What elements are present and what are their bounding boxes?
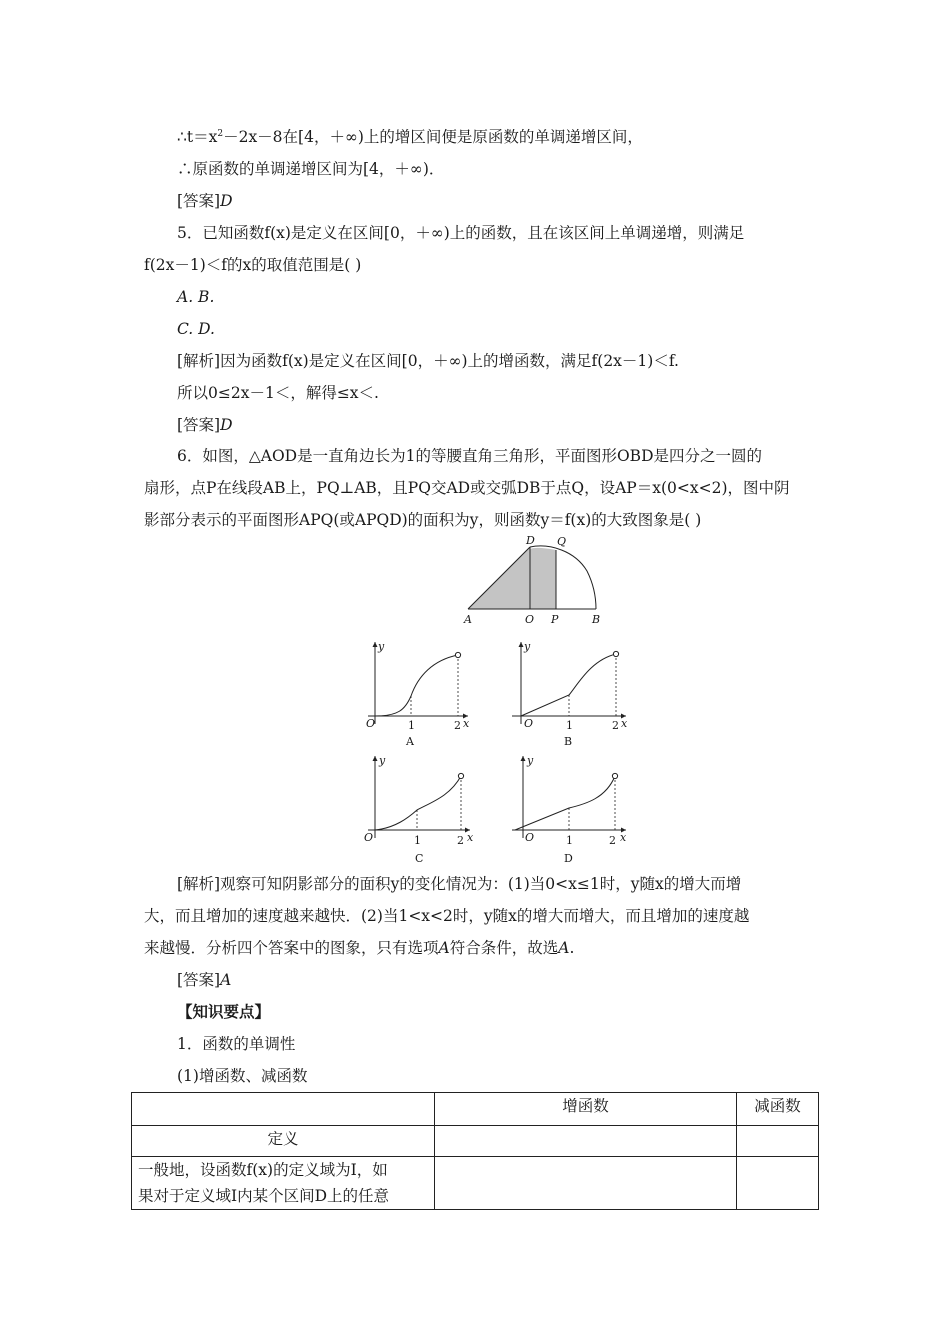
answer-value: A	[220, 971, 232, 989]
section-heading-1-1: (1)增函数、减函数	[177, 1067, 308, 1085]
section-title-knowledge-points: 【知识要点】	[177, 1002, 271, 1021]
open-endpoint	[613, 651, 618, 656]
y-label: y	[379, 754, 386, 767]
x-label: x	[620, 831, 627, 844]
y-axis-arrow-icon	[519, 642, 524, 647]
q6-solution-1: [解析]观察可知阴影部分的面积y的变化情况为：(1)当0<x≤1时，y随x的增大而增	[177, 875, 742, 893]
origin-label: O	[366, 717, 376, 730]
text-line-2: ∴原函数的单调递增区间为[4，＋∞)．	[177, 160, 445, 178]
q6-stem-line-1: 6．如图，△AOD是一直角边长为1的等腰直角三角形，平面图形OBD是四分之一圆的	[177, 447, 762, 465]
q6-solution-3	[144, 938, 574, 958]
open-endpoint	[458, 773, 463, 778]
graph-caption: C	[415, 852, 424, 865]
answer-line-q6	[177, 970, 231, 990]
geometry-figure	[455, 533, 615, 628]
q6-solution-2: 大，而且增加的速度越来越快．(2)当1<x<2时，y随x的增大而增大，而且增加的速度越	[144, 907, 750, 925]
y-axis-arrow-icon	[373, 642, 378, 647]
graph-caption: D	[564, 852, 573, 865]
definition-table	[131, 1092, 819, 1210]
origin-label: O	[525, 831, 535, 844]
option-ref: A	[558, 939, 570, 957]
y-axis-arrow-icon	[373, 756, 378, 761]
text-span: ∴t＝x	[177, 128, 218, 146]
table-cell	[132, 1157, 435, 1210]
tick-1: 1	[566, 719, 573, 732]
tick-1: 1	[408, 719, 415, 732]
graph-option-a	[348, 638, 476, 748]
q5-options-ab: A. B.	[177, 288, 215, 306]
answer-line-q5	[177, 415, 233, 435]
q6-stem-line-3: 影部分表示的平面图形APQ(或APQD)的面积为y，则函数y＝f(x)的大致图象是( )	[144, 511, 702, 529]
table-header-cell	[132, 1093, 435, 1126]
table-cell: 定义	[132, 1126, 435, 1157]
y-axis-arrow-icon	[521, 756, 526, 761]
graph-caption: A	[406, 735, 414, 748]
table-row	[132, 1157, 819, 1210]
graph-option-b	[506, 638, 634, 748]
label-p: P	[551, 613, 559, 626]
option-ref: A	[438, 939, 450, 957]
q5-stem-line-2: f(2x－1)＜f的x的取值范围是( )	[144, 256, 362, 274]
curve	[375, 655, 458, 716]
q5-options-cd: C. D.	[177, 320, 215, 338]
origin-label: O	[364, 831, 374, 844]
curve	[375, 776, 461, 830]
tick-1: 1	[414, 834, 421, 847]
y-label: y	[378, 640, 385, 653]
table-header-row	[132, 1093, 819, 1126]
answer-value: D	[220, 192, 233, 210]
shaded-region	[468, 547, 556, 609]
answer-line-q4	[177, 191, 233, 211]
label-a: A	[464, 613, 472, 626]
label-o: O	[525, 613, 535, 626]
q5-solution-1: [解析]因为函数f(x)是定义在区间[0，＋∞)上的增函数，满足f(2x－1)＜f.	[177, 352, 679, 370]
text-span: 来越慢．分析四个答案中的图象，只有选项	[144, 939, 439, 957]
table-header-cell: 减函数	[737, 1093, 819, 1126]
tick-1: 1	[566, 834, 573, 847]
answer-value: D	[220, 416, 233, 434]
tick-2: 2	[454, 719, 461, 732]
graph-caption: B	[564, 735, 573, 748]
y-label: y	[527, 754, 534, 767]
table-header-cell: 增函数	[435, 1093, 737, 1126]
q5-stem-line-1: 5．已知函数f(x)是定义在区间[0，＋∞)上的函数，且在该区间上单调递增，则满足	[177, 224, 745, 242]
text-span: －2x－8在[4，＋∞)上的增区间便是原函数的单调递增区间，	[223, 128, 643, 146]
table-cell	[435, 1126, 737, 1157]
label-b: B	[592, 613, 601, 626]
tick-2: 2	[457, 834, 464, 847]
tick-2: 2	[612, 719, 619, 732]
table-cell-text: 果对于定义域I内某个区间D上的任意	[138, 1187, 390, 1205]
answer-label: [答案]	[177, 971, 221, 989]
open-endpoint	[455, 652, 460, 657]
x-label: x	[463, 717, 470, 730]
answer-label: [答案]	[177, 192, 221, 210]
label-d: D	[526, 534, 535, 547]
text-span: .	[569, 939, 575, 957]
q6-stem-line-2: 扇形，点P在线段AB上，PQ⊥AB，且PQ交AD或交弧DB于点Q，设AP＝x(0<x<2)，图中阴	[144, 479, 790, 497]
answer-label: [答案]	[177, 416, 221, 434]
label-q: Q	[557, 535, 567, 548]
tick-2: 2	[609, 834, 616, 847]
graph-option-d	[506, 752, 634, 868]
graph-option-c	[350, 752, 478, 868]
q5-solution-2: 所以0≤2x－1＜，解得≤x＜.	[177, 384, 379, 402]
table-cell	[737, 1126, 819, 1157]
open-endpoint	[612, 773, 617, 778]
table-cell-text: 一般地，设函数f(x)的定义域为I，如	[138, 1161, 388, 1179]
table-row	[132, 1126, 819, 1157]
origin-label: O	[524, 717, 534, 730]
text-span: 符合条件，故选	[449, 939, 559, 957]
table-cell	[435, 1157, 737, 1210]
y-label: y	[524, 640, 531, 653]
curve	[515, 776, 615, 830]
text-line-1	[177, 127, 643, 147]
x-label: x	[621, 717, 628, 730]
superscript: 2	[217, 129, 224, 139]
curve	[521, 654, 616, 716]
section-heading-1: 1．函数的单调性	[177, 1035, 296, 1053]
x-label: x	[467, 831, 474, 844]
table-cell	[737, 1157, 819, 1210]
